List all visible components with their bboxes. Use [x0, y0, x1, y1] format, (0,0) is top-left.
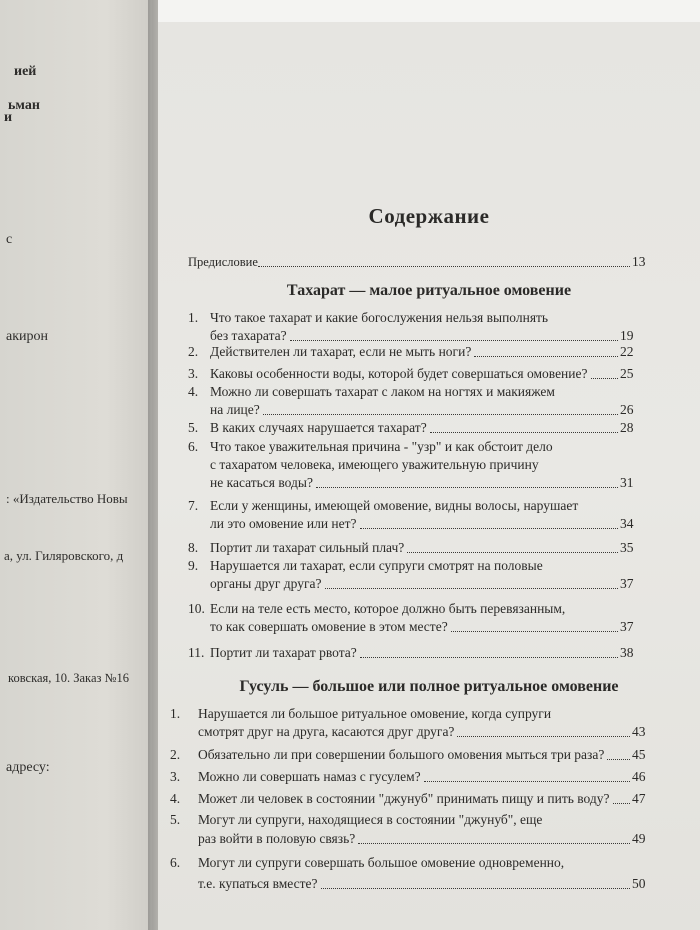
entry-number: 5. [170, 812, 181, 827]
page-number: 22 [620, 344, 634, 359]
page-number: 28 [620, 420, 634, 435]
page-number: 45 [632, 747, 646, 762]
page-top-edge [158, 0, 700, 22]
entry-number: 8. [188, 540, 199, 555]
section-title: Гусуль — большое или полное ритуальное омовение [239, 678, 619, 695]
entry-text: Могут ли супруги, находящиеся в состоянии "джунуб", еще [198, 812, 543, 827]
entry-number: 10. [188, 601, 205, 616]
entry-text: Что такое тахарат и какие богослужения нельзя выполнять [210, 310, 549, 325]
left-fragment: а, ул. Гиляровского, д [4, 548, 124, 563]
dot-leader [591, 378, 619, 379]
dot-leader [607, 759, 630, 760]
left-fragment: : «Издательство Новы [6, 491, 128, 506]
entry-number: 6. [188, 439, 199, 454]
entry-number: 1. [170, 706, 181, 721]
entry-number: 3. [170, 769, 181, 784]
entry-number: 2. [188, 344, 199, 359]
entry-text: Обязательно ли при совершении большого омовения мыться три раза? [198, 747, 605, 762]
entry-number: 4. [170, 791, 181, 806]
dot-leader [613, 803, 631, 804]
entry-text: на лице? [210, 402, 260, 417]
entry-text: смотрят друг на друга, касаются друг друга? [198, 724, 455, 739]
left-fragment: ией [14, 64, 37, 79]
entry-number: 11. [188, 645, 205, 660]
page-number: 35 [620, 540, 634, 555]
page-number: 47 [632, 791, 646, 806]
left-fragment: ковская, 10. Заказ №16 [8, 671, 129, 685]
page-number: 31 [620, 475, 634, 490]
entry-number: 1. [188, 310, 199, 325]
entry-text: Если у женщины, имеющей омовение, видны волосы, нарушает [210, 498, 579, 513]
entry-text: с тахаратом человека, имеющего уважительную причину [210, 457, 539, 472]
page-number: 46 [632, 769, 646, 784]
entry-text: Нарушается ли большое ритуальное омовение, когда супруги [198, 706, 552, 721]
toc-page [158, 22, 700, 930]
entry-number: 9. [188, 558, 199, 573]
page-number: 13 [632, 254, 646, 269]
entry-text: Портит ли тахарат рвота? [210, 645, 357, 660]
page-number: 38 [620, 645, 634, 660]
dot-leader [360, 657, 618, 658]
entry-text: Действителен ли тахарат, если не мыть ноги? [210, 344, 472, 359]
dot-leader [258, 266, 630, 267]
left-page [0, 0, 152, 930]
dot-leader [263, 414, 618, 415]
dot-leader [474, 356, 618, 357]
dot-leader [360, 528, 618, 529]
entry-text: ли это омовение или нет? [210, 516, 357, 531]
entry-text: то как совершать омовение в этом месте? [210, 619, 448, 634]
entry-number: 3. [188, 366, 199, 381]
dot-leader [424, 781, 630, 782]
entry-text: Могут ли супруги совершать большое омовение одновременно, [198, 855, 565, 870]
page-number: 37 [620, 576, 634, 591]
left-fragment: акирон [6, 329, 48, 344]
preface-label: Предисловие [188, 255, 258, 269]
dot-leader [430, 432, 618, 433]
entry-number: 7. [188, 498, 199, 513]
page-number: 19 [620, 328, 634, 343]
left-fragment: ьман [8, 98, 40, 113]
entry-text: не касаться воды? [210, 475, 313, 490]
entry-text: Можно ли совершать намаз с гусулем? [198, 769, 421, 784]
entry-text: Нарушается ли тахарат, если супруги смотрят на половые [210, 558, 543, 573]
left-fragment: и [4, 110, 13, 125]
toc-title: Содержание [368, 204, 490, 228]
dot-leader [358, 843, 630, 844]
entry-text: без тахарата? [210, 328, 287, 343]
page-number: 34 [620, 516, 634, 531]
page-number: 25 [620, 366, 634, 381]
section-title: Тахарат — малое ритуальное омовение [286, 282, 572, 299]
entry-text: раз войти в половую связь? [198, 831, 356, 846]
page-number: 26 [620, 402, 634, 417]
entry-text: Может ли человек в состоянии "джунуб" принимать пищу и пить воду? [198, 791, 610, 806]
page-number: 37 [620, 619, 634, 634]
dot-leader [321, 888, 630, 889]
dot-leader [290, 340, 618, 341]
entry-text: Каковы особенности воды, которой будет совершаться омовение? [210, 366, 588, 381]
entry-text: Портит ли тахарат сильный плач? [210, 540, 405, 555]
entry-text: В каких случаях нарушается тахарат? [210, 420, 427, 435]
dot-leader [325, 588, 618, 589]
entry-text: т.е. купаться вместе? [198, 876, 318, 891]
left-fragment: с [6, 232, 13, 247]
entry-text: Что такое уважительная причина - "узр" и как обстоит дело [210, 439, 553, 454]
dot-leader [451, 631, 618, 632]
entry-text: органы друг друга? [210, 576, 322, 591]
entry-number: 4. [188, 384, 199, 399]
dot-leader [457, 736, 630, 737]
entry-text: Можно ли совершать тахарат с лаком на ногтях и макияжем [210, 384, 555, 399]
dot-leader [407, 552, 618, 553]
page-number: 50 [632, 876, 646, 891]
entry-number: 2. [170, 747, 181, 762]
dot-leader [316, 487, 618, 488]
entry-number: 5. [188, 420, 199, 435]
left-fragment: адресу: [6, 760, 50, 775]
page-number: 43 [632, 724, 646, 739]
entry-text: Если на теле есть место, которое должно быть перевязанным, [210, 601, 566, 616]
page-number: 49 [632, 831, 646, 846]
entry-number: 6. [170, 855, 181, 870]
